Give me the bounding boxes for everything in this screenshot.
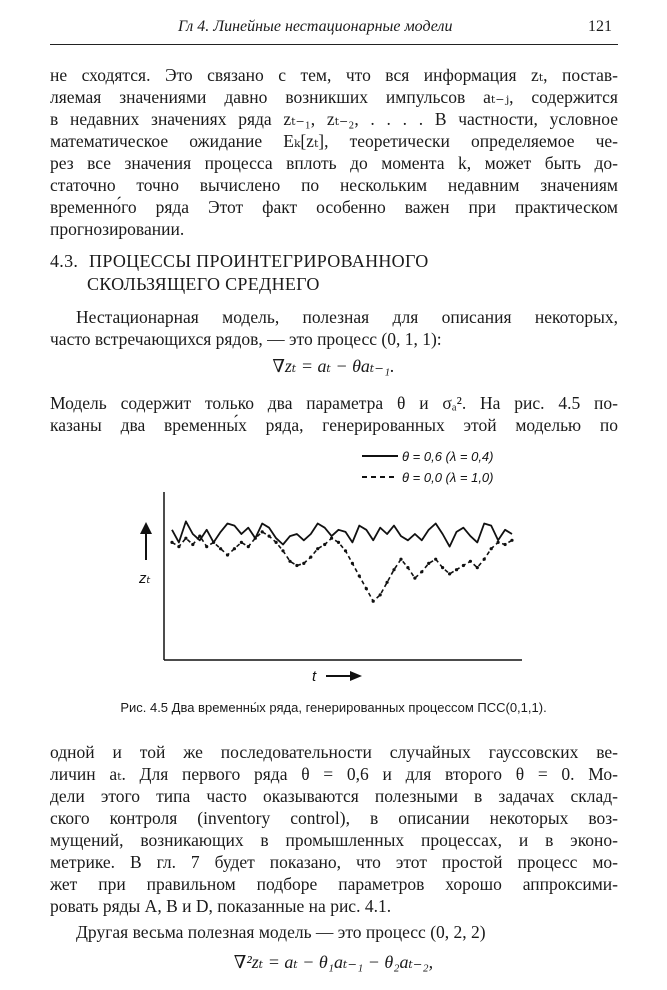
legend-solid-label: θ = 0,6 (λ = 0,4) (402, 449, 494, 464)
series-point (358, 574, 361, 577)
formula-ima-011: ∇zₜ = aₜ − θaₜ₋₁. (272, 356, 395, 376)
header-rule (50, 44, 618, 45)
series-point (399, 558, 402, 561)
text-line: одной и той же последовательности случайных гауссовских ве- (50, 742, 618, 762)
series-point (226, 553, 229, 556)
series-point (469, 560, 472, 563)
page-number: 121 (588, 18, 612, 35)
text-line: временно́го ряда Этот факт особенно важен при практическом (50, 197, 618, 217)
series-point (420, 570, 423, 573)
series-point (365, 587, 368, 590)
series-point (413, 577, 416, 580)
legend-dashed-label: θ = 0,0 (λ = 1,0) (402, 470, 494, 485)
formula-ima-022: ∇²zₜ = aₜ − θ₁aₜ₋₁ − θ₂aₜ₋₂, (233, 952, 434, 972)
series-point (191, 543, 194, 546)
y-axis-label: zₜ (139, 570, 151, 587)
series-point (275, 541, 278, 544)
series-point (295, 564, 298, 567)
text-line: жет при правильном подборе параметров хорошо аппроксими- (50, 874, 618, 894)
series-point (406, 566, 409, 569)
series-point (330, 537, 333, 540)
series-point (177, 545, 180, 548)
series-line-theta-0-0 (172, 532, 512, 601)
series-point (344, 549, 347, 552)
series-point (441, 566, 444, 569)
series-point (510, 539, 513, 542)
series-point (198, 535, 201, 538)
series-point (448, 572, 451, 575)
series-point (351, 562, 354, 565)
x-arrow-head (350, 671, 362, 681)
text-line: Нестационарная модель, полезная для описания некоторых, (76, 307, 618, 327)
series-point (386, 581, 389, 584)
series-point (205, 545, 208, 548)
figure-4-5-chart (0, 440, 667, 695)
series-point (219, 547, 222, 550)
series-point (281, 549, 284, 552)
series-point (184, 537, 187, 540)
text-line: ляемая значениями давно возникших импульсов aₜ₋ⱼ, содержится (50, 87, 618, 107)
x-axis-label: t (312, 668, 317, 685)
text-line: ского контроля (inventory control), в описании некоторых воз- (50, 808, 618, 828)
running-title: Гл 4. Линейные нестационарные модели (178, 18, 453, 35)
section-heading (50, 251, 429, 272)
series-point (490, 547, 493, 550)
text-line: в недавних значениях ряда zₜ₋₁, zₜ₋₂, . . . . В частности, условное (50, 109, 618, 129)
text-line: прогнозировании. (50, 219, 185, 239)
text-line: метрике. В гл. 7 будет показано, что этот простой процесс мо- (50, 852, 618, 872)
series-point (316, 547, 319, 550)
text-line: казаны два временны́х ряда, генерированных этой моделью по (50, 415, 618, 435)
series-point (434, 558, 437, 561)
series-point (455, 568, 458, 571)
section-title-line2: СКОЛЬЗЯЩЕГО СРЕДНЕГО (87, 274, 320, 294)
text-line: не сходятся. Это связано с тем, что вся информация zₜ, постав- (50, 65, 618, 85)
series-point (240, 541, 243, 544)
series-point (497, 541, 500, 544)
text-line: Другая весьма полезная модель — это процесс (0, 2, 2) (76, 922, 486, 942)
series-point (427, 562, 430, 565)
series-point (476, 566, 479, 569)
text-line: статочно точно вычислено по нескольким недавним значениям (50, 175, 618, 195)
series-point (212, 541, 215, 544)
series-point (288, 560, 291, 563)
figure-caption: Рис. 4.5 Два временны́х ряда, генерированных процессом ПСС(0,1,1). (120, 700, 547, 715)
series-point (261, 530, 264, 533)
series-line-theta-0-6 (172, 521, 512, 546)
text-line: личин aₜ. Для первого ряда θ = 0,6 и для второго θ = 0. Мо- (50, 764, 618, 784)
series-point (372, 600, 375, 603)
series-point (247, 545, 250, 548)
series-point (379, 593, 382, 596)
series-point (483, 558, 486, 561)
text-line: математическое ожидание Eₖ[zₜ], теоретически определяемое че- (50, 131, 618, 151)
series-point (268, 535, 271, 538)
series-point (233, 547, 236, 550)
series-point (462, 564, 465, 567)
text-line: мущений, возникающих в промышленных процессах, и в эконо- (50, 830, 618, 850)
series-layer (170, 521, 513, 602)
series-point (337, 541, 340, 544)
series-point (392, 568, 395, 571)
series-point (302, 562, 305, 565)
series-point (254, 537, 257, 540)
series-point (504, 543, 507, 546)
text-line: дели этого типа часто оказываются полезными в задачах склад- (50, 786, 618, 806)
text-line: рез все значения процесса вплоть до момента k, может быть до- (50, 153, 618, 173)
section-title-line1: ПРОЦЕССЫ ПРОИНТЕГРИРОВАННОГО (89, 251, 429, 271)
text-line: часто встречающихся рядов, — это процесс (0, 1, 1): (50, 329, 442, 349)
text-line: ровать ряды А, В и D, показанные на рис. 4.1. (50, 896, 392, 916)
series-point (323, 543, 326, 546)
section-number: 4.3. (50, 251, 79, 271)
series-point (309, 556, 312, 559)
y-arrow-head (140, 522, 152, 534)
text-line: Модель содержит только два параметра θ и σₐ². На рис. 4.5 по- (50, 393, 618, 413)
series-point (170, 541, 173, 544)
